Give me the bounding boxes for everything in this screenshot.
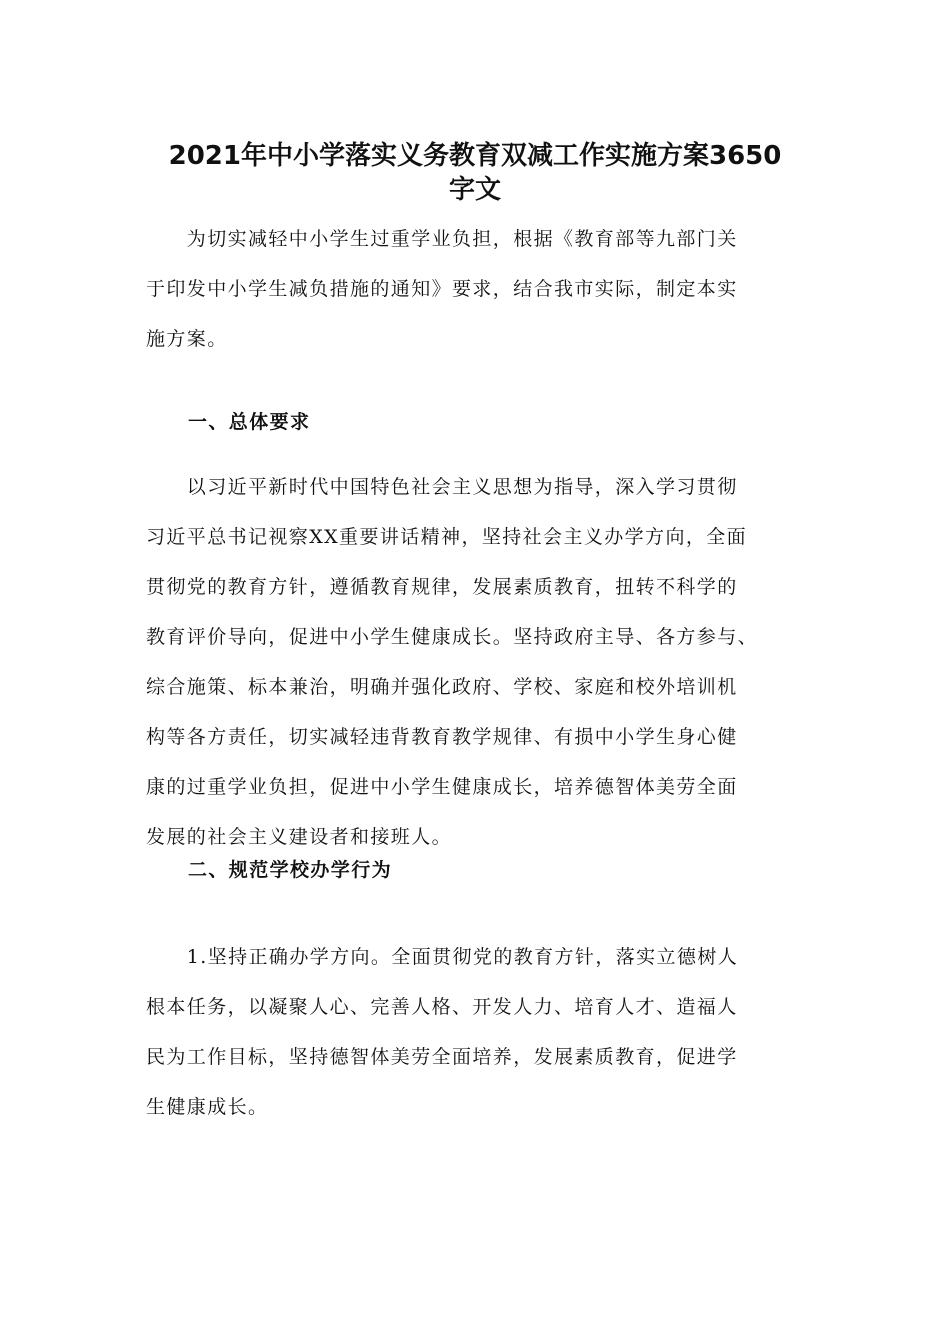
section-1-line: 发展的社会主义建设者和接班人。 <box>146 826 453 848</box>
section-1-line: 习近平总书记视察XX重要讲话精神，坚持社会主义办学方向，全面 <box>146 526 748 548</box>
document-title-line-2: 字文 <box>448 175 501 205</box>
section-1-line: 构等各方责任，切实减轻违背教育教学规律、有损中小学生身心健 <box>146 726 738 748</box>
section-1-line: 教育评价导向，促进中小学生健康成长。坚持政府主导、各方参与、 <box>146 626 759 648</box>
section-1-line: 贯彻党的教育方针，遵循教育规律，发展素质教育，扭转不科学的 <box>146 576 738 598</box>
section-2-line: 根本任务，以凝聚人心、完善人格、开发人力、培育人才、造福人 <box>146 996 738 1018</box>
section-2-paragraph <box>146 932 826 1132</box>
document-title-line-1: 2021年中小学落实义务教育双减工作实施方案3650 <box>168 141 782 171</box>
intro-line: 为切实减轻中小学生过重学业负担，根据《教育部等九部门关 <box>146 228 738 250</box>
section-1-line: 以习近平新时代中国特色社会主义思想为指导，深入学习贯彻 <box>146 476 738 498</box>
intro-paragraph <box>146 214 826 364</box>
intro-line: 于印发中小学生减负措施的通知》要求，结合我市实际，制定本实 <box>146 278 738 300</box>
section-2-line: 1.坚持正确办学方向。全面贯彻党的教育方针，落实立德树人 <box>146 946 739 968</box>
section-2-line: 生健康成长。 <box>146 1096 269 1118</box>
section-1-line: 综合施策、标本兼治，明确并强化政府、学校、家庭和校外培训机 <box>146 676 738 698</box>
intro-line: 施方案。 <box>146 328 228 350</box>
section-1-line: 康的过重学业负担，促进中小学生健康成长，培养德智体美劳全面 <box>146 776 738 798</box>
section-2-heading: 二、规范学校办学行为 <box>188 859 393 881</box>
section-1-heading: 一、总体要求 <box>188 411 311 433</box>
section-1-paragraph <box>146 462 826 862</box>
section-2-line: 民为工作目标，坚持德智体美劳全面培养，发展素质教育，促进学 <box>146 1046 738 1068</box>
